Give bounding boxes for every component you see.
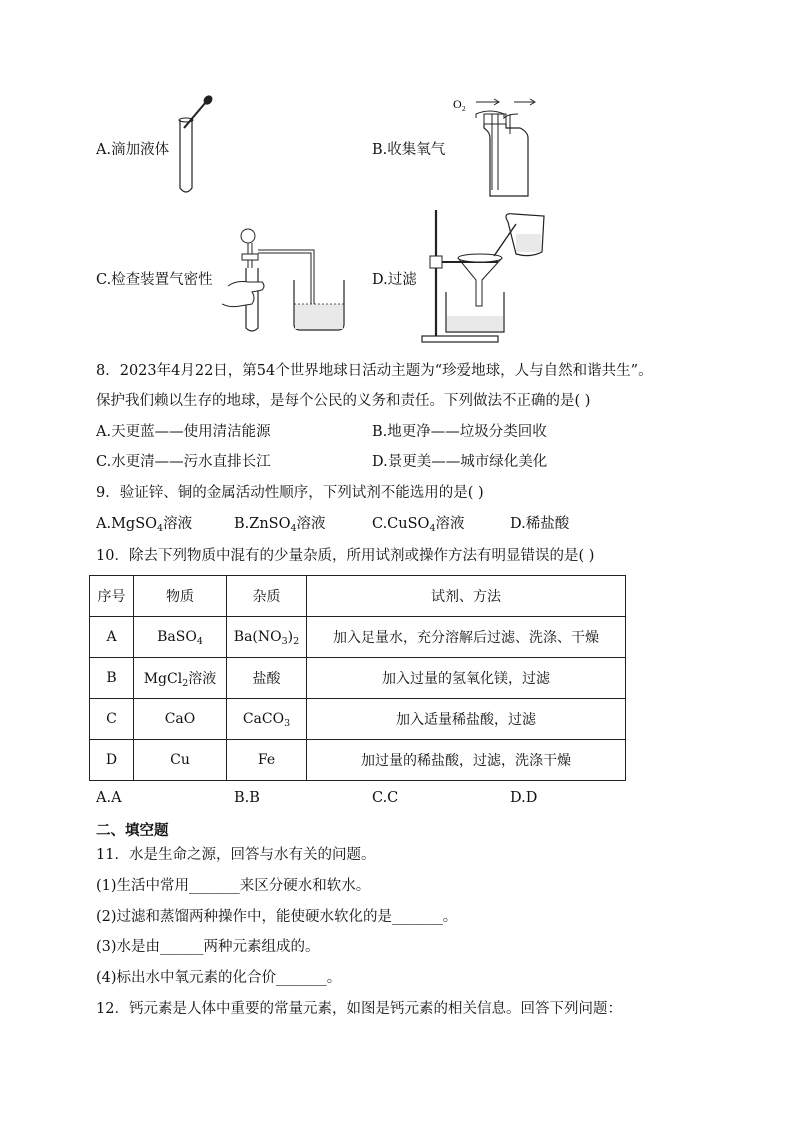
row-substance: Cu: [134, 740, 227, 781]
q9-option-d: D.稀盐酸: [510, 516, 570, 532]
option-c-label: C.检查装置气密性: [96, 272, 213, 288]
airtightness-figure: [222, 224, 350, 334]
q10-stem: 10．除去下列物质中混有的少量杂质，所用试剂或操作方法有明显错误的是( ): [96, 548, 595, 564]
option-d-label: D.过滤: [372, 272, 417, 288]
q11-part-3: (3)水是由______两种元素组成的。: [96, 939, 320, 955]
table-header-row: [90, 576, 626, 617]
q11-part-4: (4)标出水中氧元素的化合价_______。: [96, 970, 342, 986]
filtration-figure: [420, 206, 552, 346]
row-method: 加入过量的氢氧化镁，过滤: [307, 658, 626, 699]
row-impurity: $Ba(NO_3)_2$: [227, 617, 307, 658]
row-no: C: [90, 699, 134, 740]
q9-option-c: C.CuSO$_4$溶液: [372, 516, 465, 534]
q8-stem-line-2: 保护我们赖以生存的地球，是每个公民的义务和责任。下列做法不正确的是( ): [96, 393, 591, 409]
gas-bottle-figure: [450, 92, 540, 200]
option-b-label: B.收集氧气: [372, 142, 446, 158]
q10-option-d: D.D: [510, 790, 538, 806]
dropper-test-tube-figure: [170, 92, 220, 200]
q10-option-a: A.A: [96, 790, 122, 806]
q8-stem-line-1: 8．2023年4月22日，第54个世界地球日活动主题为“珍爱地球，人与自然和谐共生”。: [96, 363, 653, 379]
row-substance: BaSO$_4$: [134, 617, 227, 658]
q10-table: [89, 575, 626, 781]
o2-subscript: 2: [462, 105, 466, 113]
header-no: 序号: [90, 576, 134, 617]
row-method: 加过量的稀盐酸，过滤，洗涤干燥: [307, 740, 626, 781]
header-impurity: 杂质: [227, 576, 307, 617]
table-row: [90, 617, 626, 658]
q8-option-b: B.地更净——垃圾分类回收: [372, 424, 547, 440]
row-no: B: [90, 658, 134, 699]
row-impurity: 盐酸: [227, 658, 307, 699]
q10-option-b: B.B: [234, 790, 260, 806]
o2-label: O: [453, 97, 462, 111]
header-method: 试剂、方法: [307, 576, 626, 617]
q9-stem: 9．验证锌、铜的金属活动性顺序，下列试剂不能选用的是( ): [96, 485, 484, 501]
q9-option-a: A.MgSO$_4$溶液: [96, 516, 193, 534]
table-row: [90, 658, 626, 699]
row-impurity: Fe: [227, 740, 307, 781]
row-substance: CaO: [134, 699, 227, 740]
q8-option-d: D.景更美——城市绿化美化: [372, 454, 548, 470]
table-row: [90, 740, 626, 781]
row-method: 加入适量稀盐酸，过滤: [307, 699, 626, 740]
q10-option-c: C.C: [372, 790, 399, 806]
q11-stem: 11．水是生命之源，回答与水有关的问题。: [96, 847, 376, 863]
option-a-label: A.滴加液体: [96, 142, 170, 158]
row-substance: MgCl$_2$溶液: [134, 658, 227, 699]
header-substance: 物质: [134, 576, 227, 617]
table-row: [90, 699, 626, 740]
section-heading: 二、填空题: [96, 823, 169, 839]
row-no: D: [90, 740, 134, 781]
q8-option-a: A.天更蓝——使用清洁能源: [96, 424, 271, 440]
q9-option-b: B.ZnSO$_4$溶液: [234, 516, 326, 534]
q8-option-c: C.水更清——污水直排长江: [96, 454, 271, 470]
row-method: 加入足量水，充分溶解后过滤、洗涤、干燥: [307, 617, 626, 658]
q11-part-2: (2)过滤和蒸馏两种操作中，能使硬水软化的是_______。: [96, 909, 458, 925]
q11-part-1: (1)生活中常用_______来区分硬水和软水。: [96, 878, 371, 894]
row-no: A: [90, 617, 134, 658]
row-impurity: CaCO$_3$: [227, 699, 307, 740]
q12-stem: 12．钙元素是人体中重要的常量元素，如图是钙元素的相关信息。回答下列问题：: [96, 1001, 622, 1017]
